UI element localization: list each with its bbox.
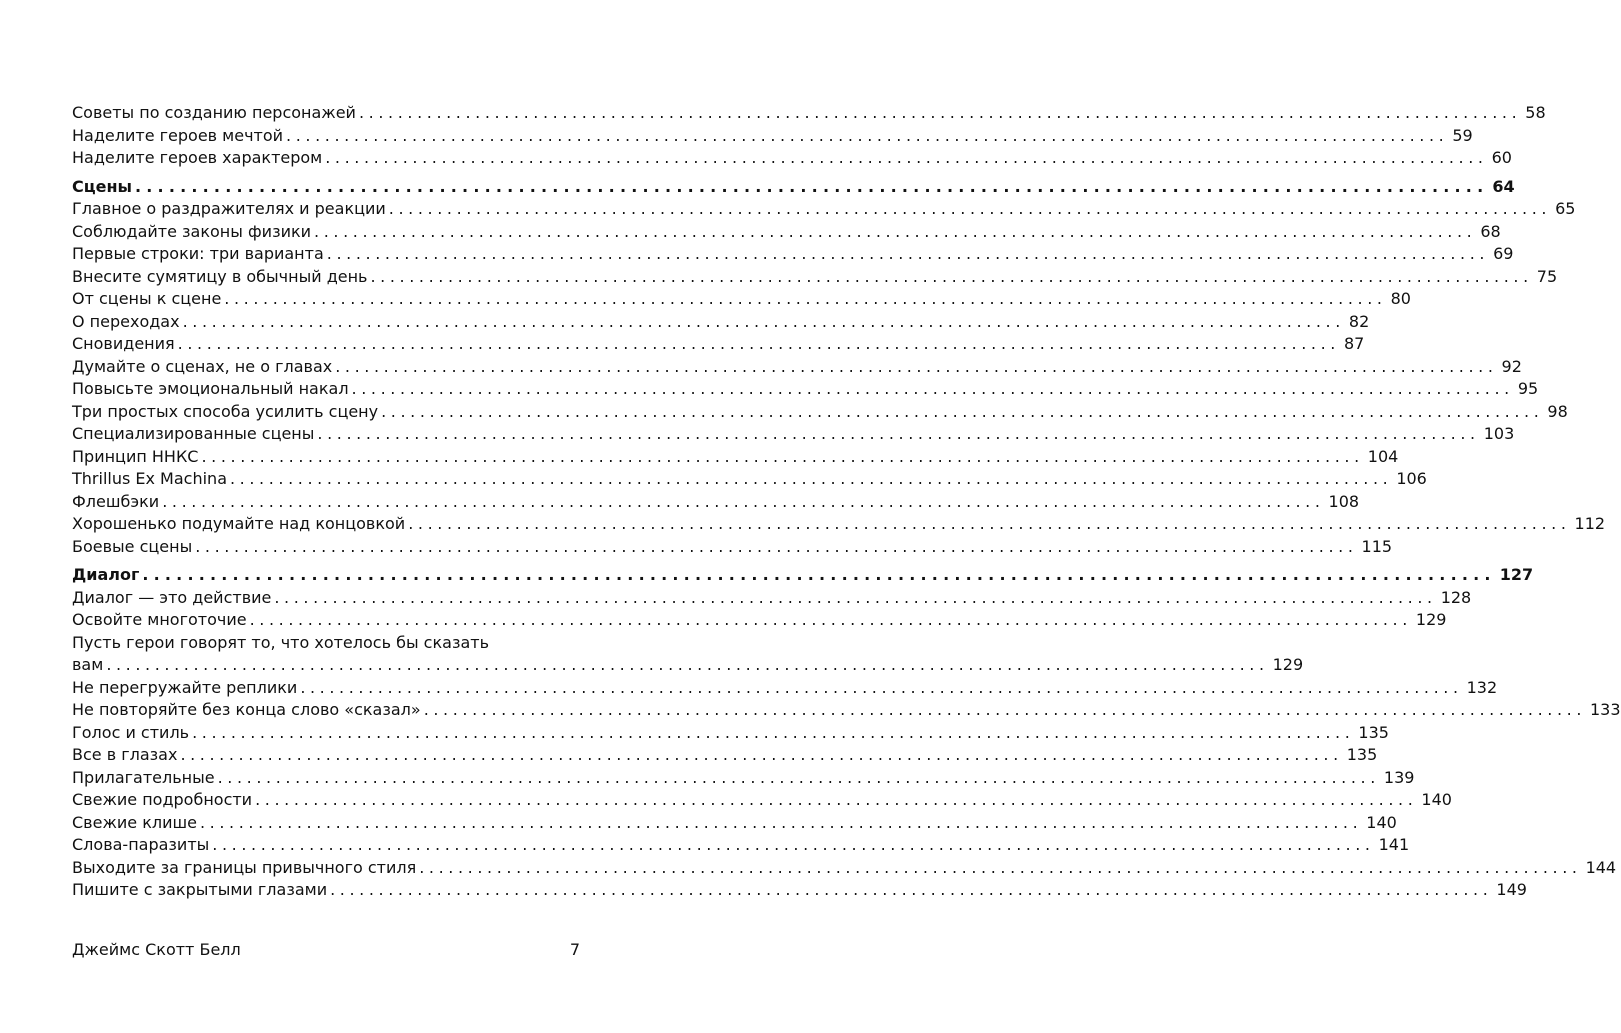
toc-entry-page: 115 <box>1361 536 1393 556</box>
toc-entry-title: Хорошенько подумайте над концовкой <box>72 514 406 533</box>
toc-entry <box>72 834 1410 857</box>
toc-dot-leader: ........................................................................................................................ <box>230 469 1393 488</box>
toc-dot-leader: ........................................................................................................................ <box>419 857 1582 877</box>
toc-entry-page: 132 <box>1466 677 1498 697</box>
toc-entry-title: Думайте о сценах, не о главах <box>72 356 333 376</box>
toc-entry-page: 129 <box>1272 655 1304 674</box>
toc-dot-leader: ........................................................................................................................ <box>370 266 1533 286</box>
toc-dot-leader: ........................................................................................................................ <box>162 491 1325 511</box>
toc-entry <box>72 879 1527 902</box>
toc-entry-title: Слова-паразиты <box>72 835 210 854</box>
toc-entry-page: 104 <box>1367 446 1399 466</box>
toc-entry-title-continuation: вам <box>72 655 104 674</box>
toc-dot-leader: ........................................................................................................................ <box>326 244 1490 263</box>
toc-entry <box>72 491 1360 514</box>
toc-dot-leader: ........................................................................................................................ <box>300 677 1463 697</box>
toc-entry-page: 58 <box>1525 103 1546 122</box>
toc-dot-leader: ........................................................................................................................ <box>408 514 1571 533</box>
toc-entry-page: 139 <box>1383 767 1415 787</box>
toc-entry <box>72 767 1415 790</box>
toc-section-heading <box>72 564 1534 587</box>
toc-entry-title: Свежие подробности <box>72 790 253 809</box>
toc-entry <box>72 311 1370 334</box>
toc-entry <box>72 102 1546 125</box>
toc-dot-leader: ........................................................................................................................ <box>317 424 1480 443</box>
toc-entry <box>72 423 1515 446</box>
toc-entry-title: Соблюдайте законы физики <box>72 221 312 241</box>
toc-dot-leader: ........................................................................................................................ <box>255 790 1418 809</box>
toc-entry-title: Специализированные сцены <box>72 424 315 443</box>
toc-entry-page: 69 <box>1493 244 1514 263</box>
toc-entry-title: Боевые сцены <box>72 536 193 556</box>
toc-entry-title: Прилагательные <box>72 767 215 787</box>
footer-author: Джеймс Скотт Белл <box>72 940 241 959</box>
toc-entry-title: Повысьте эмоциональный накал <box>72 379 349 398</box>
toc-entry <box>72 333 1365 356</box>
toc-entry <box>72 677 1498 700</box>
toc-entry <box>72 857 1617 880</box>
toc-dot-leader: ........................................................................................................................ <box>177 334 1340 353</box>
toc-entry <box>72 722 1389 745</box>
toc-entry-title: Наделите героев характером <box>72 148 323 167</box>
toc-entry-title: Пишите с закрытыми глазами <box>72 880 328 899</box>
toc-entry-title: Свежие клише <box>72 812 197 832</box>
toc-entry <box>72 221 1501 244</box>
toc-entry <box>72 699 1621 722</box>
toc-entry-title: Первые строки: три варианта <box>72 244 324 263</box>
toc-entry-title: О переходах <box>72 311 180 331</box>
toc-entry-title: От сцены к сцене <box>72 289 222 308</box>
toc-entry <box>72 446 1399 469</box>
toc-entry-title: Освойте многоточие <box>72 610 247 629</box>
toc-dot-leader: ........................................................................................................................ <box>423 700 1586 719</box>
toc-entry-title: Сцены <box>72 176 132 196</box>
toc-dot-leader: ........................................................................................................................ <box>212 835 1375 854</box>
toc-entry-page: 108 <box>1328 491 1360 511</box>
toc-entry-page: 82 <box>1348 311 1370 331</box>
toc-dot-leader: ........................................................................................................................ <box>106 655 1269 674</box>
toc-section-heading <box>72 176 1515 199</box>
toc-entry-page: 87 <box>1343 334 1365 353</box>
toc-dot-leader: ........................................................................................................................ <box>201 446 1364 466</box>
toc-entry-title: Диалог <box>72 565 140 584</box>
page-footer <box>72 940 580 959</box>
toc-entry-page: 112 <box>1574 514 1606 533</box>
toc-entry-page: 133 <box>1590 700 1621 719</box>
toc-entry-title: Не повторяйте без конца слово «сказал» <box>72 700 421 719</box>
toc-dot-leader: ........................................................................................................................ <box>388 199 1552 218</box>
toc-entry-title: Все в глазах <box>72 745 178 764</box>
toc-entry <box>72 266 1558 289</box>
toc-dot-leader: ........................................................................................................................ <box>314 221 1477 241</box>
toc-entry-title: Главное о раздражителях и реакции <box>72 199 386 218</box>
toc-entry-page: 65 <box>1555 199 1576 218</box>
toc-entry <box>72 147 1512 170</box>
toc-entry <box>72 513 1606 536</box>
toc-dot-leader: ........................................................................................................................ <box>192 722 1355 742</box>
toc-dot-leader: ........................................................................................................................ <box>351 379 1514 398</box>
toc-entry-page: 64 <box>1492 176 1515 196</box>
toc-entry-page: 98 <box>1547 401 1568 421</box>
toc-entry-title: Выходите за границы привычного стиля <box>72 857 417 877</box>
toc-dot-leader: ........................................................................................................................ <box>180 745 1343 764</box>
toc-entry-page: 80 <box>1390 289 1411 308</box>
toc-entry-title: Thrillus Ex Machina <box>72 469 227 488</box>
toc-entry-page: 68 <box>1480 221 1501 241</box>
toc-dot-leader: ........................................................................................................................ <box>182 311 1345 331</box>
toc-entry-title: Внесите сумятицу в обычный день <box>72 266 368 286</box>
toc-dot-leader: ........................................................................................................................ <box>134 176 1489 196</box>
toc-dot-leader: ........................................................................................................................ <box>274 587 1437 607</box>
toc-dot-leader: ........................................................................................................................ <box>199 812 1363 832</box>
toc-entry-title: Не перегружайте реплики <box>72 677 298 697</box>
toc-entry <box>72 198 1576 221</box>
table-of-contents <box>72 102 1621 902</box>
toc-entry-page: 144 <box>1585 857 1617 877</box>
toc-entry-page: 75 <box>1536 266 1558 286</box>
toc-entry-page: 140 <box>1366 812 1397 832</box>
toc-dot-leader: ........................................................................................................................ <box>325 148 1488 167</box>
toc-entry <box>72 609 1447 632</box>
toc-dot-leader: ........................................................................................................................ <box>249 610 1412 629</box>
toc-entry-title: Три простых способа усилить сцену <box>72 401 379 421</box>
toc-entry-page: 95 <box>1517 379 1539 398</box>
toc-entry-page: 127 <box>1499 565 1534 584</box>
toc-dot-leader: ........................................................................................................................ <box>381 401 1544 421</box>
toc-entry <box>72 288 1411 311</box>
toc-entry-title: Голос и стиль <box>72 722 190 742</box>
toc-entry-title: Наделите героев мечтой <box>72 125 284 145</box>
toc-entry <box>72 243 1514 266</box>
toc-entry <box>72 378 1539 401</box>
toc-entry-title: Принцип ННКС <box>72 446 199 466</box>
toc-entry-page: 140 <box>1421 790 1452 809</box>
toc-entry <box>72 401 1568 424</box>
toc-entry <box>72 536 1393 559</box>
toc-dot-leader: ........................................................................................................................ <box>335 356 1498 376</box>
toc-entry-page: 128 <box>1440 587 1472 607</box>
toc-dot-leader: ........................................................................................................................ <box>358 103 1522 122</box>
toc-entry-page: 92 <box>1501 356 1522 376</box>
toc-entry-page: 135 <box>1346 745 1378 764</box>
toc-entry-page: 141 <box>1378 835 1410 854</box>
toc-entry-title: Сновидения <box>72 334 175 353</box>
toc-entry-title: Пусть герои говорят то, что хотелось бы сказать <box>72 632 490 652</box>
toc-entry-title: Диалог — это действие <box>72 587 272 607</box>
toc-entry <box>72 356 1522 379</box>
toc-entry <box>72 125 1473 148</box>
toc-entry <box>72 654 1304 677</box>
toc-dot-leader: ........................................................................................................................ <box>224 289 1387 308</box>
toc-entry-page: 59 <box>1452 125 1473 145</box>
toc-entry <box>72 744 1378 767</box>
toc-entry <box>72 812 1397 835</box>
toc-entry-page: 149 <box>1496 880 1527 899</box>
toc-dot-leader: ........................................................................................................................ <box>286 125 1449 145</box>
toc-entry-page: 106 <box>1396 469 1427 488</box>
toc-entry <box>72 587 1472 610</box>
toc-entry-line <box>72 632 580 655</box>
toc-entry <box>72 468 1427 491</box>
footer-page-number: 7 <box>569 940 580 959</box>
toc-entry-page: 60 <box>1491 148 1512 167</box>
toc-entry-title: Советы по созданию персонажей <box>72 103 356 122</box>
toc-entry-page: 103 <box>1483 424 1515 443</box>
toc-dot-leader: ........................................................................................................................ <box>195 536 1358 556</box>
toc-dot-leader: ........................................................................................................................ <box>217 767 1380 787</box>
toc-dot-leader: ........................................................................................................................ <box>142 565 1496 584</box>
toc-entry <box>72 789 1452 812</box>
toc-dot-leader: ........................................................................................................................ <box>330 880 1493 899</box>
toc-entry-page: 129 <box>1415 610 1447 629</box>
toc-entry-title: Флешбэки <box>72 491 160 511</box>
toc-entry-page: 135 <box>1358 722 1389 742</box>
